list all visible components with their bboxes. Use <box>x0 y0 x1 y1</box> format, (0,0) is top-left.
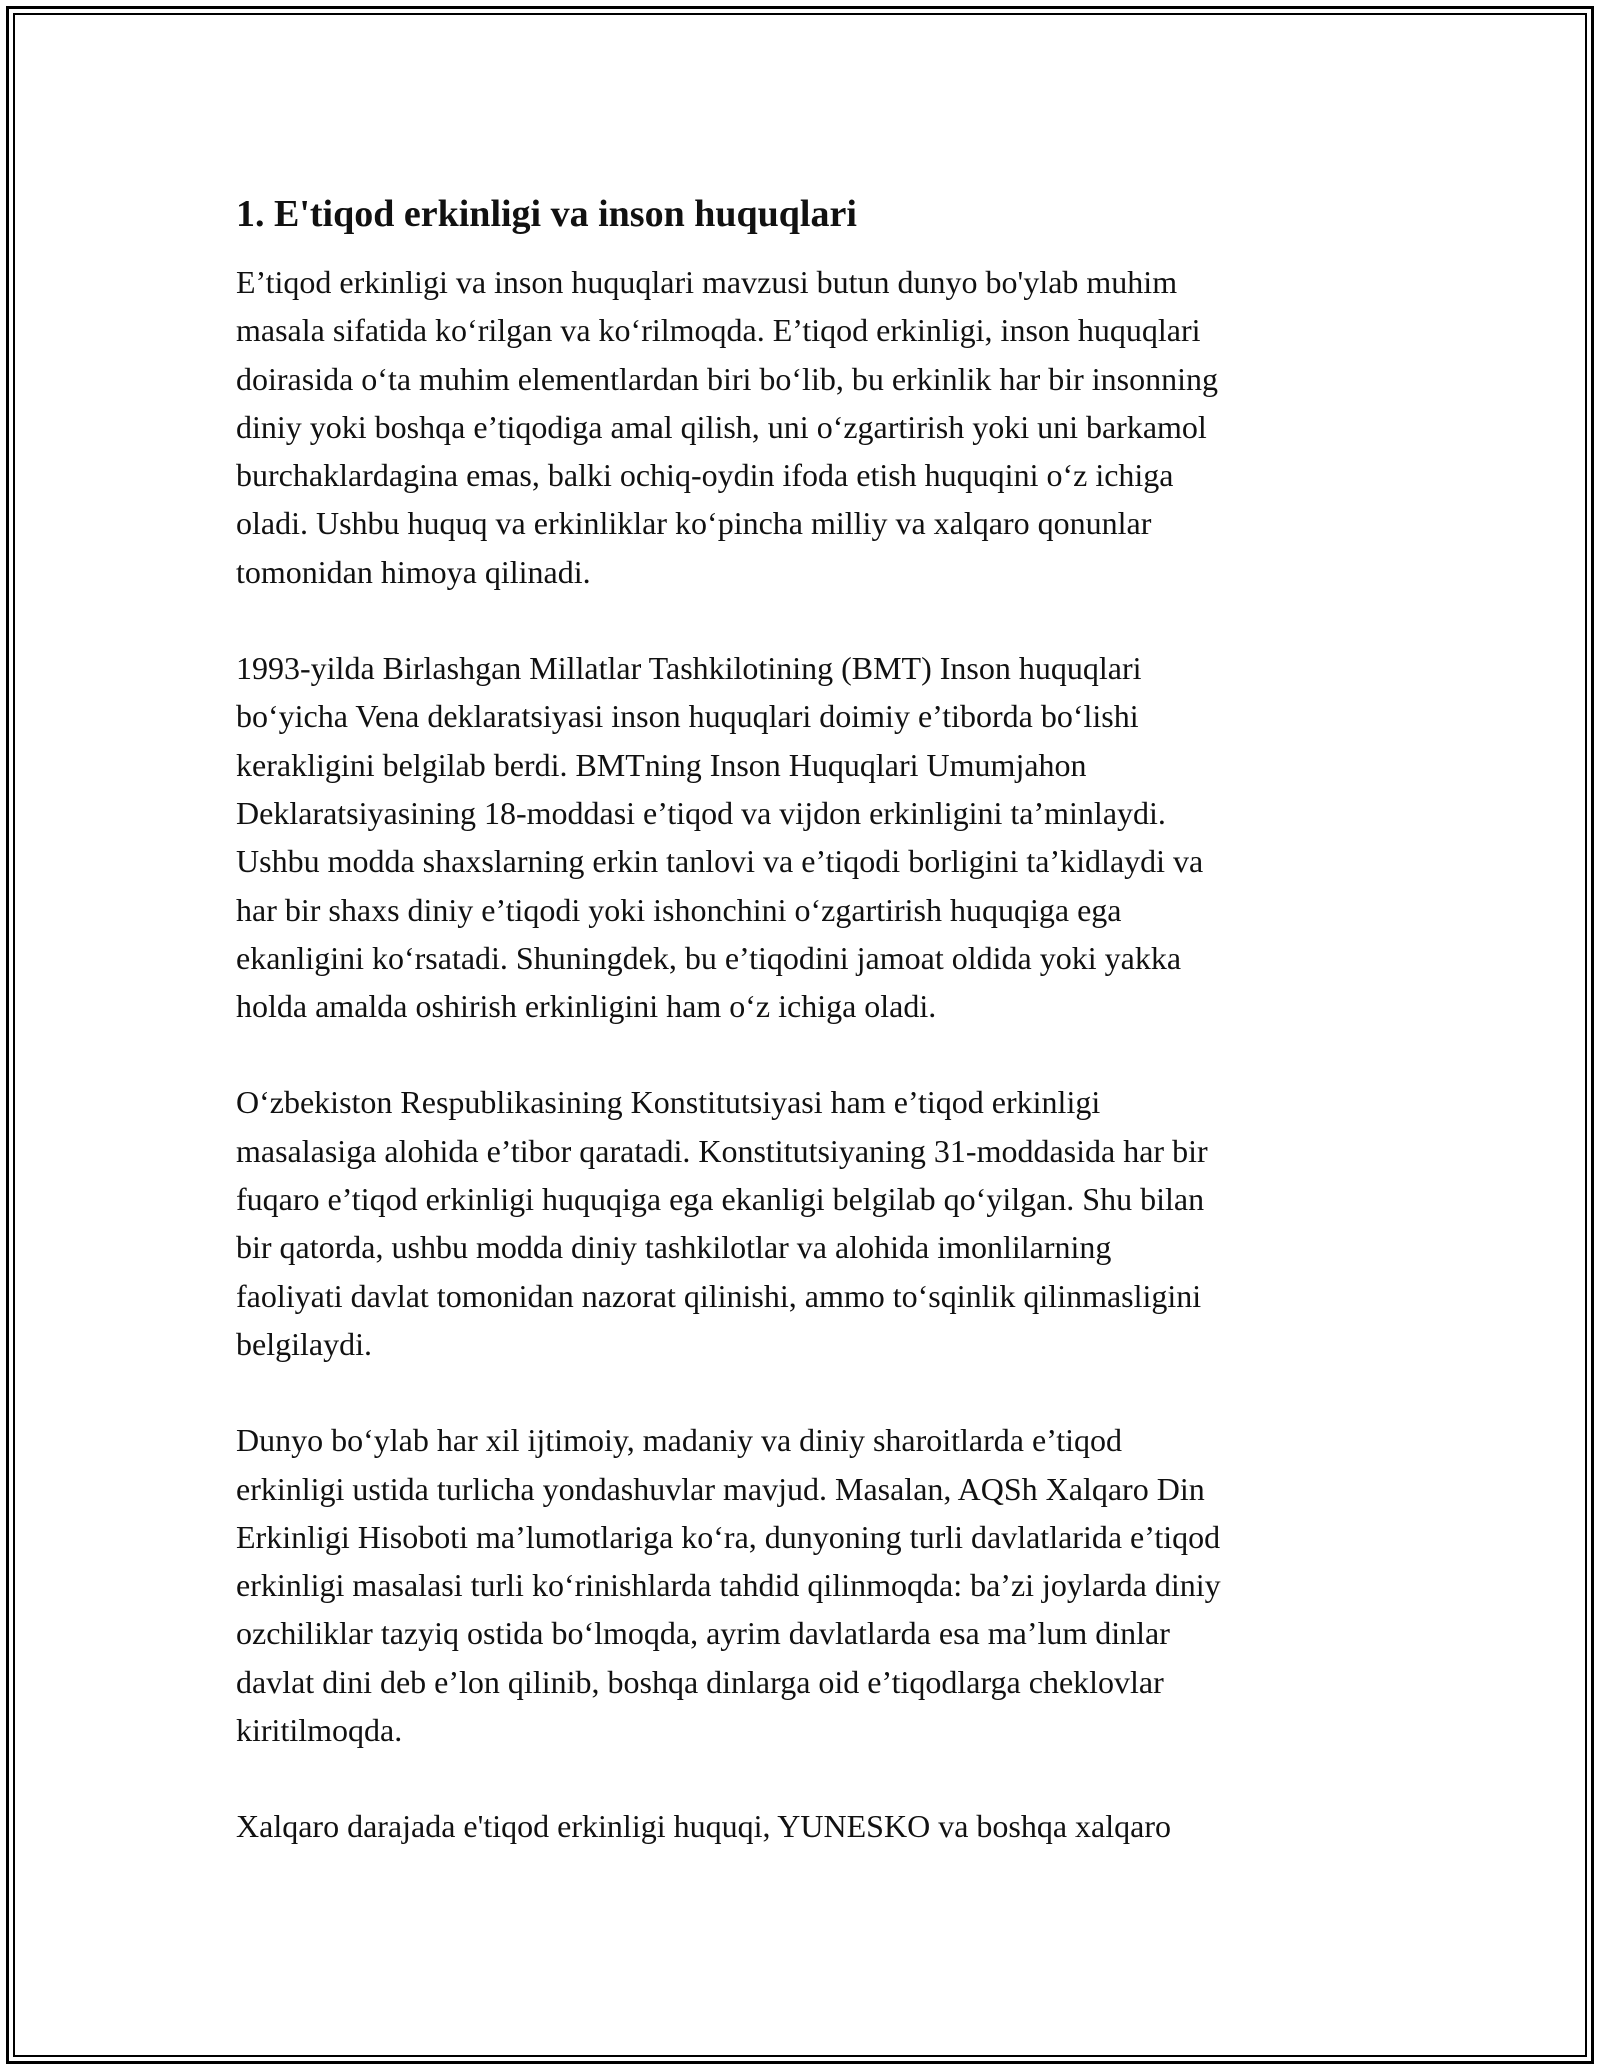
text-line: har bir shaxs diniy e’tiqodi yoki ishonchini o‘zgartirish huquqiga ega <box>236 891 1122 928</box>
paragraph-3 <box>236 1078 1386 1368</box>
text-line: Xalqaro darajada e'tiqod erkinligi huquqi, YUNESKO va boshqa xalqaro <box>236 1808 1171 1845</box>
text-line: Ushbu modda shaxslarning erkin tanlovi va e’tiqodi borligini ta’kidlaydi va <box>236 843 1204 880</box>
document-body <box>236 188 1386 1899</box>
text-line: kerakligini belgilab berdi. BMTning Inson Huquqlari Umumjahon <box>236 746 1087 783</box>
text-line: doirasida o‘ta muhim elementlardan biri bo‘lib, bu erkinlik har bir insonning <box>236 360 1218 397</box>
paragraph-2 <box>236 644 1386 1030</box>
text-line: E’tiqod erkinligi va inson huquqlari mavzusi butun dunyo bo'ylab muhim <box>236 264 1178 300</box>
text-line: bir qatorda, ushbu modda diniy tashkilotlar va alohida imonlilarning <box>236 1229 1112 1266</box>
text-line: davlat dini deb e’lon qilinib, boshqa dinlarga oid e’tiqodlarga cheklovlar <box>236 1663 1164 1700</box>
text-line: oladi. Ushbu huquq va erkinliklar ko‘pincha milliy va xalqaro qonunlar <box>236 505 1152 542</box>
text-line: fuqaro e’tiqod erkinligi huquqiga ega ekanligi belgilab qo‘yilgan. Shu bilan <box>236 1181 1205 1218</box>
text-line: tomonidan himoya qilinadi. <box>236 553 591 590</box>
text-line: 1993-yilda Birlashgan Millatlar Tashkilotining (BMT) Inson huquqlari <box>236 650 1142 687</box>
text-line: masalasiga alohida e’tibor qaratadi. Konstitutsiyaning 31-moddasida har bir <box>236 1132 1208 1169</box>
text-line: masala sifatida ko‘rilgan va ko‘rilmoqda. E’tiqod erkinligi, inson huquqlari <box>236 312 1201 349</box>
text-line: belgilaydi. <box>236 1325 372 1362</box>
paragraph-4 <box>236 1416 1386 1754</box>
text-line: O‘zbekiston Respublikasining Konstitutsiyasi ham e’tiqod erkinligi <box>236 1084 1101 1121</box>
text-line: diniy yoki boshqa e’tiqodiga amal qilish, uni o‘zgartirish yoki uni barkamol <box>236 408 1207 445</box>
text-line: bo‘yicha Vena deklaratsiyasi inson huquqlari doimiy e’tiborda bo‘lishi <box>236 698 1139 735</box>
text-line: ekanligini ko‘rsatadi. Shuningdek, bu e’tiqodini jamoat oldida yoki yakka <box>236 939 1182 976</box>
text-line: Deklaratsiyasining 18-moddasi e’tiqod va vijdon erkinligini ta’minlaydi. <box>236 794 1166 831</box>
paragraph-1 <box>236 258 1386 596</box>
text-line: kiritilmoqda. <box>236 1712 403 1749</box>
text-line: holda amalda oshirish erkinligini ham o‘z ichiga oladi. <box>236 988 937 1025</box>
paragraph-5 <box>236 1802 1386 1850</box>
text-line: erkinligi masalasi turli ko‘rinishlarda tahdid qilinmoqda: ba’zi joylarda diniy <box>236 1567 1221 1604</box>
text-line: burchaklardagina emas, balki ochiq-oydin ifoda etish huquqini o‘z ichiga <box>236 457 1174 494</box>
section-heading: 1. E'tiqod erkinligi va inson huquqlari <box>236 193 857 235</box>
text-line: Erkinligi Hisoboti ma’lumotlariga ko‘ra, dunyoning turli davlatlarida e’tiqod <box>236 1518 1221 1555</box>
text-line: Dunyo bo‘ylab har xil ijtimoiy, madaniy va diniy sharoitlarda e’tiqod <box>236 1422 1123 1459</box>
text-line: faoliyati davlat tomonidan nazorat qilinishi, ammo to‘sqinlik qilinmasligini <box>236 1277 1202 1314</box>
text-line: ozchiliklar tazyiq ostida bo‘lmoqda, ayrim davlatlarda esa ma’lum dinlar <box>236 1615 1170 1652</box>
text-line: erkinligi ustida turlicha yondashuvlar mavjud. Masalan, AQSh Xalqaro Din <box>236 1470 1205 1507</box>
